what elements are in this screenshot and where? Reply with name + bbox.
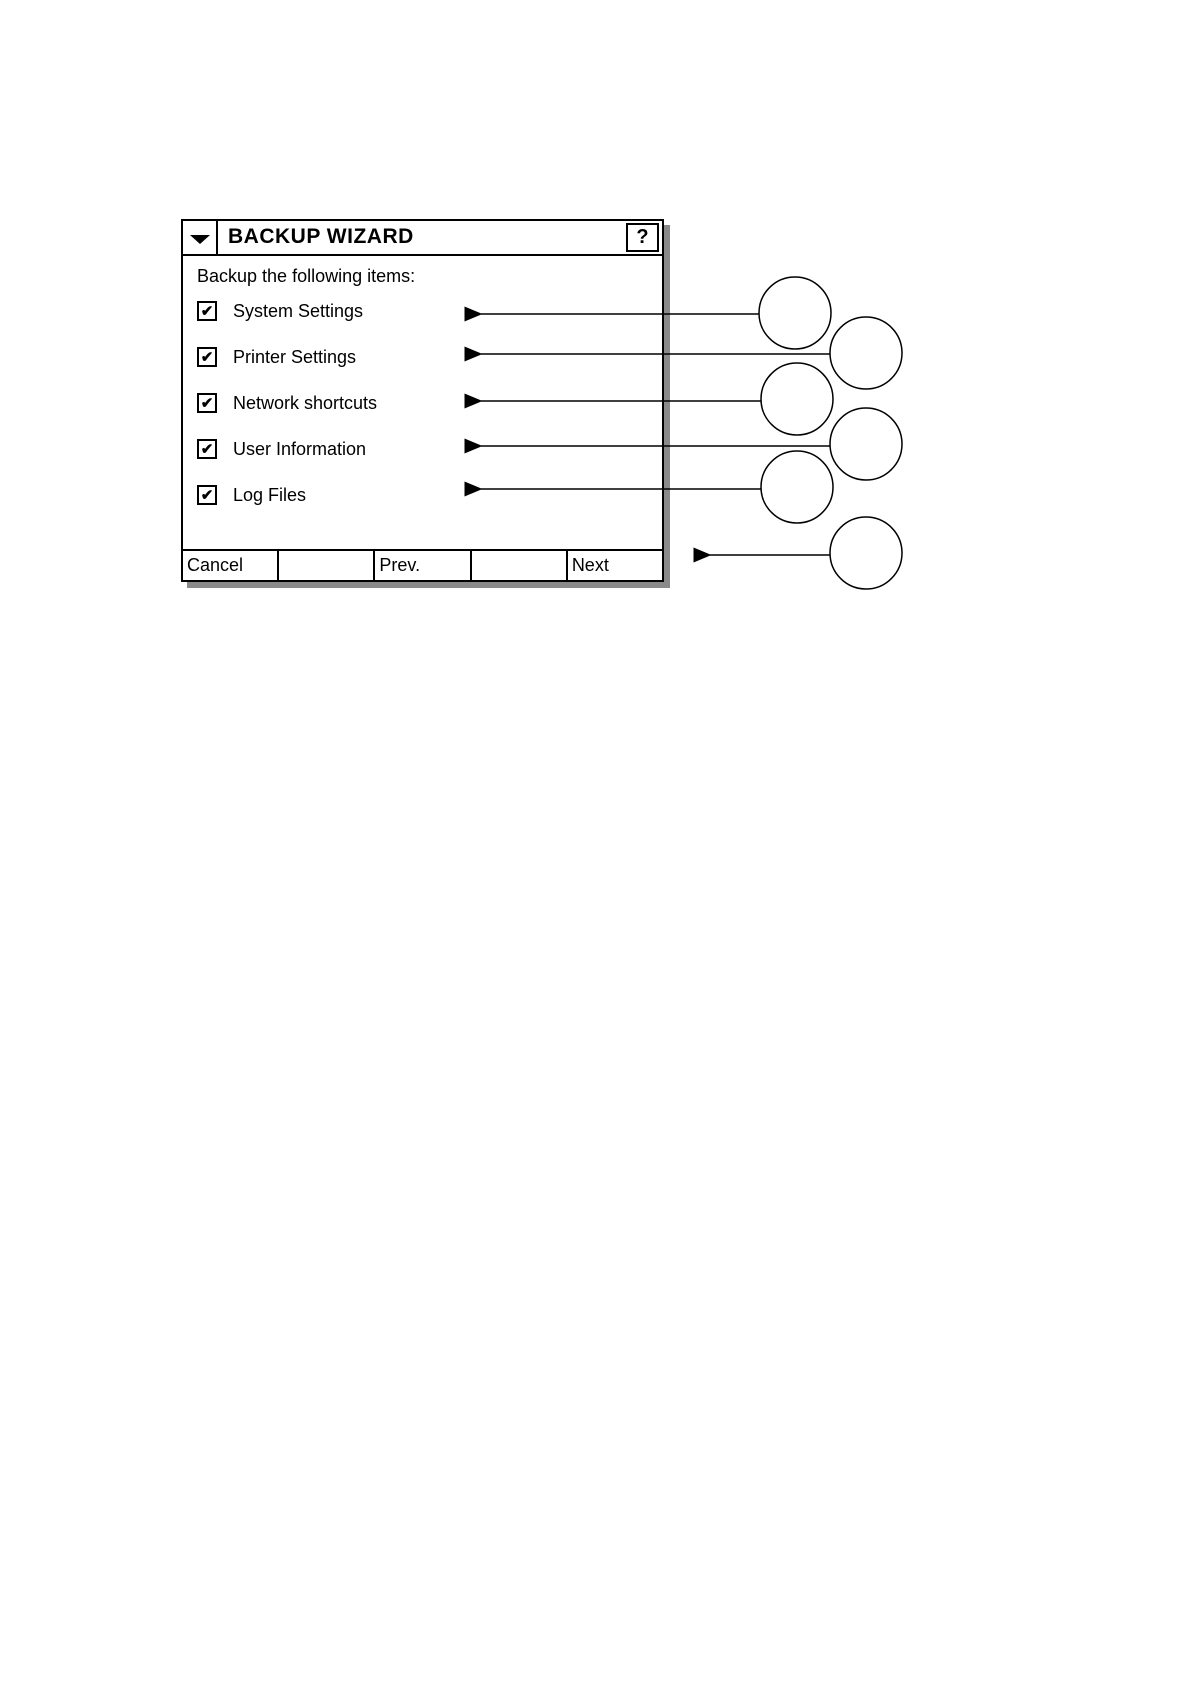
checkmark-icon: ✔ (200, 394, 214, 412)
checkbox-label: System Settings (233, 300, 364, 321)
cancel-button[interactable]: Cancel (183, 551, 279, 580)
checkbox-label: User Information (233, 438, 367, 459)
checkbox-label: Printer Settings (233, 346, 357, 367)
help-button[interactable]: ? (626, 223, 659, 252)
callout-circle-3 (761, 363, 833, 435)
prev-button[interactable]: Prev. (375, 551, 471, 580)
callout-circle-5 (761, 451, 833, 523)
next-button[interactable]: Next (571, 555, 609, 575)
checkmark-icon: ✔ (200, 302, 214, 320)
dialog-title: BACKUP WIZARD (228, 225, 414, 248)
checkmark-icon: ✔ (200, 348, 214, 366)
instruction-text: Backup the following items: (197, 266, 416, 286)
callout-circle-6 (830, 517, 902, 589)
checkmark-icon: ✔ (200, 440, 214, 458)
callout-circle-1 (759, 277, 831, 349)
checkmark-icon: ✔ (200, 486, 214, 504)
checkbox-label: Network shortcuts (233, 392, 378, 413)
callout-circle-4 (830, 408, 902, 480)
checkbox-label: Log Files (233, 484, 307, 505)
callout-circle-2 (830, 317, 902, 389)
